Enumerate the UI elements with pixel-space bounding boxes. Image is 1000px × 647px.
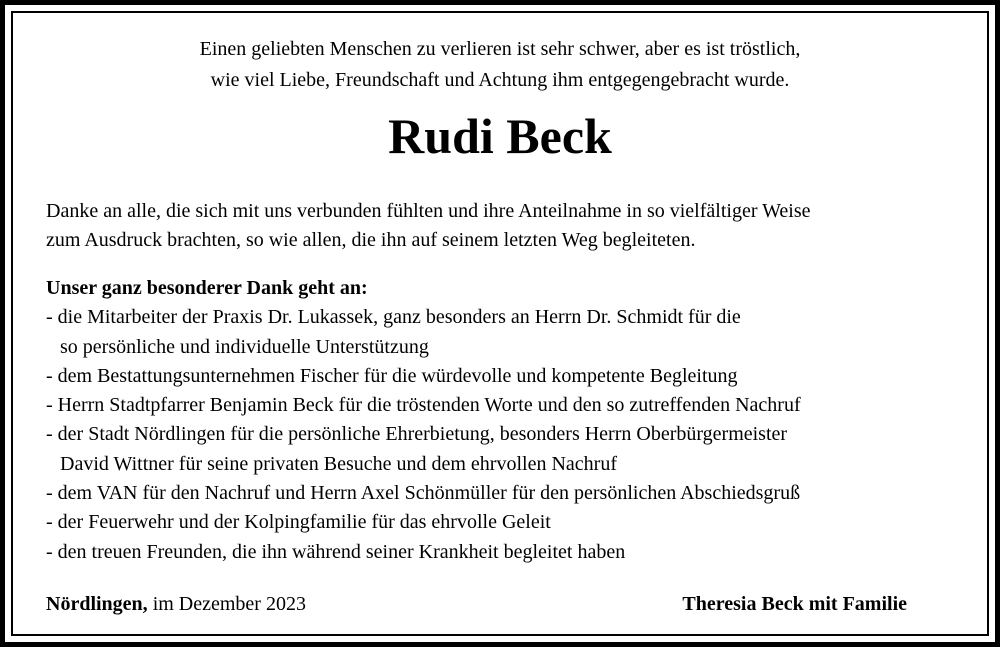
intro-text <box>0 34 1000 96</box>
thanks-line: zum Ausdruck brachten, so wie allen, die ihn auf seinem letzten Weg begleiteten. <box>46 229 696 251</box>
date: im Dezember 2023 <box>147 593 306 615</box>
list-item: - die Mitarbeiter der Praxis Dr. Lukassek, ganz besonders an Herrn Dr. Schmidt für die <box>46 306 741 329</box>
list-item: - dem Bestattungsunternehmen Fischer für die würdevolle und kompetente Begleitung <box>46 364 738 387</box>
list-item-continuation: so persönliche und individuelle Unterstützung <box>60 335 429 358</box>
place-and-date <box>46 590 306 619</box>
list-item: - dem VAN für den Nachruf und Herrn Axel Schönmüller für den persönlichen Abschiedsgruß <box>46 482 801 505</box>
signature: Theresia Beck mit Familie <box>682 593 907 615</box>
list-item: - den treuen Freunden, die ihn während seiner Krankheit begleitet haben <box>46 540 626 563</box>
list-item-continuation: David Wittner für seine privaten Besuche und dem ehrvollen Nachruf <box>60 452 617 475</box>
intro-line: wie viel Liebe, Freundschaft und Achtung ihm entgegengebracht wurde. <box>210 69 790 91</box>
thanks-line: Danke an alle, die sich mit uns verbunden fühlten und ihre Anteilnahme in so vielfältiger Weise <box>46 200 811 222</box>
thanks-paragraph <box>46 197 810 255</box>
special-thanks-section <box>46 274 801 567</box>
place: Nördlingen, <box>46 593 148 615</box>
list-item: - Herrn Stadtpfarrer Benjamin Beck für die tröstenden Worte und den so zutreffenden Nachruf <box>46 394 801 417</box>
special-thanks-heading: Unser ganz besonderer Dank geht an: <box>46 277 368 299</box>
intro-line: Einen geliebten Menschen zu verlieren ist sehr schwer, aber es ist tröstlich, <box>199 38 801 60</box>
deceased-name: Rudi Beck <box>388 108 612 164</box>
list-item: - der Feuerwehr und der Kolpingfamilie für das ehrvolle Geleit <box>46 511 551 534</box>
list-item: - der Stadt Nördlingen für die persönliche Ehrerbietung, besonders Herrn Oberbürgermeister <box>46 423 788 446</box>
